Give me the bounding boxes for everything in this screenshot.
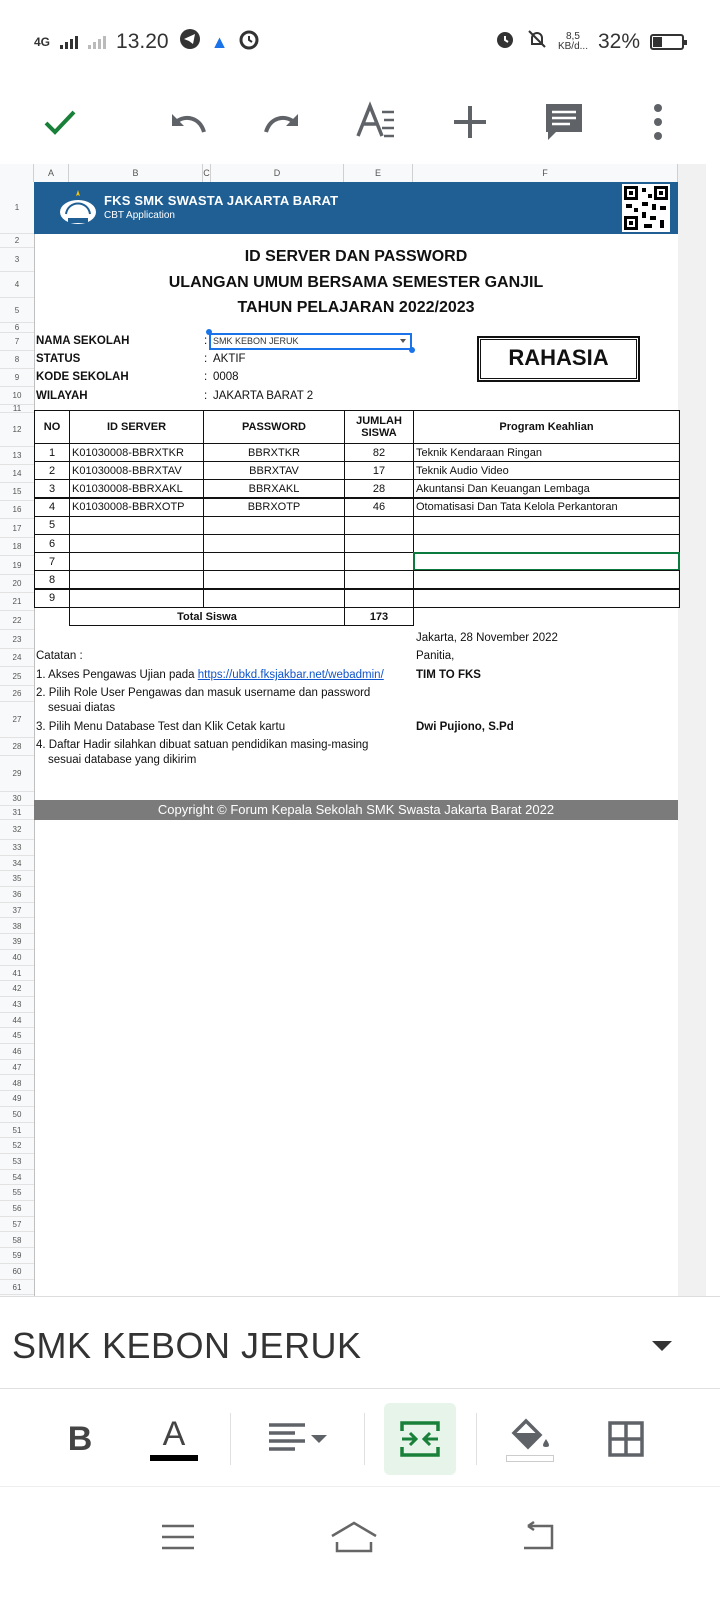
table-cell-program[interactable]: [413, 570, 680, 589]
table-cell-no[interactable]: 7: [34, 552, 70, 571]
table-cell-pw[interactable]: [203, 516, 345, 535]
header-jumlah-siswa: [344, 410, 414, 444]
check-icon[interactable]: [30, 92, 90, 152]
table-cell-no[interactable]: 4: [34, 498, 70, 517]
home-icon[interactable]: [324, 1507, 384, 1567]
table-cell-id[interactable]: [69, 570, 204, 589]
table-cell-pw[interactable]: BBRXAKL: [203, 479, 345, 498]
row-header[interactable]: 13: [0, 447, 34, 465]
clock-time: 13.20: [116, 30, 169, 53]
cell-value[interactable]: SMK KEBON JERUK: [12, 1325, 362, 1366]
row-header[interactable]: 14: [0, 465, 34, 483]
note-1-text: 1. Akses Pengawas Ujian pada: [36, 669, 195, 681]
title-line-3: TAHUN PELAJARAN 2022/2023: [237, 299, 475, 316]
header-id-server: ID SERVER: [69, 410, 204, 444]
row-header[interactable]: 3: [0, 248, 34, 272]
row-header[interactable]: 28: [0, 738, 34, 756]
place-date: Jakarta, 28 November 2022: [416, 632, 558, 644]
row-header[interactable]: 48: [0, 1076, 34, 1092]
back-icon[interactable]: [508, 1507, 568, 1567]
table-cell-jumlah[interactable]: [344, 516, 414, 535]
speed-unit: KB/d...: [557, 41, 588, 52]
corner-cell[interactable]: [0, 164, 34, 182]
note-4-line-2: sesuai database yang dikirim: [48, 754, 197, 766]
row-header[interactable]: 26: [0, 686, 34, 702]
banner-title: FKS SMK SWASTA JAKARTA BARAT: [104, 193, 339, 208]
note-4-line-1: 4. Daftar Hadir silahkan dibuat satuan pendidikan masing-masing: [36, 739, 369, 751]
table-cell-jumlah[interactable]: [344, 534, 414, 553]
row-header[interactable]: 55: [0, 1185, 34, 1201]
table-cell-program[interactable]: [413, 516, 680, 535]
table-cell-no[interactable]: 9: [34, 589, 70, 608]
table-cell-pw[interactable]: BBRXTKR: [203, 443, 345, 462]
text-color-swatch: [150, 1455, 198, 1461]
row-header[interactable]: 2: [0, 234, 34, 248]
row-header[interactable]: 16: [0, 501, 34, 519]
header-password: PASSWORD: [203, 410, 345, 444]
row-header[interactable]: 29: [0, 756, 34, 792]
alarm-icon: [494, 28, 516, 56]
vertical-scrollbar[interactable]: [678, 164, 706, 1296]
table-cell-jumlah[interactable]: [344, 589, 414, 608]
region-label: WILAYAH: [36, 390, 88, 402]
row-header[interactable]: 34: [0, 856, 34, 872]
banner-subtitle: CBT Application: [104, 210, 175, 221]
total-value[interactable]: 173: [344, 607, 414, 626]
note-2-line-2: sesuai diatas: [48, 702, 116, 714]
table-cell-id[interactable]: [69, 552, 204, 571]
row-header[interactable]: 36: [0, 887, 34, 903]
borders-icon[interactable]: [596, 1403, 656, 1475]
row-header[interactable]: 7: [0, 333, 34, 351]
redo-icon[interactable]: [252, 92, 312, 152]
webadmin-link[interactable]: https://ubkd.fksjakbar.net/webadmin/: [197, 669, 384, 681]
row-header[interactable]: 60: [0, 1264, 34, 1280]
table-cell-no[interactable]: 6: [34, 534, 70, 553]
column-header[interactable]: A: [34, 164, 69, 182]
dropdown-caret-icon[interactable]: [400, 339, 406, 343]
header-jumlah-line2: SISWA: [361, 427, 397, 439]
row-header[interactable]: 17: [0, 519, 34, 538]
menu-icon[interactable]: [148, 1507, 208, 1567]
mute-icon: [526, 28, 548, 56]
row-header[interactable]: 39: [0, 934, 34, 950]
note-2-line-1: 2. Pilih Role User Pengawas dan masuk username dan password: [36, 687, 371, 699]
signal-icon: [60, 35, 78, 49]
note-2: [36, 686, 370, 716]
table-cell-no[interactable]: 1: [34, 443, 70, 462]
text-color-label: A: [162, 1415, 186, 1453]
table-cell-pw[interactable]: BBRXTAV: [203, 461, 345, 480]
table-cell-pw[interactable]: [203, 570, 345, 589]
row-header[interactable]: 49: [0, 1091, 34, 1107]
row-header[interactable]: 9: [0, 369, 34, 387]
column-header[interactable]: E: [344, 164, 413, 182]
row-header[interactable]: 54: [0, 1170, 34, 1186]
row-header[interactable]: 38: [0, 919, 34, 935]
more-icon[interactable]: [628, 92, 688, 152]
row-header[interactable]: 57: [0, 1217, 34, 1233]
align-icon[interactable]: [258, 1403, 338, 1475]
row-header[interactable]: 6: [0, 323, 34, 333]
table-cell-id[interactable]: K01030008-BBRXAKL: [69, 479, 204, 498]
column-header[interactable]: D: [211, 164, 344, 182]
system-nav-bar: [0, 1486, 720, 1601]
row-header[interactable]: 40: [0, 950, 34, 966]
table-cell-id[interactable]: K01030008-BBRXTKR: [69, 443, 204, 462]
row-header[interactable]: 32: [0, 820, 34, 840]
selection-handle[interactable]: [206, 329, 212, 335]
table-cell-id[interactable]: [69, 516, 204, 535]
network-type: 4G: [34, 35, 51, 49]
row-header[interactable]: 21: [0, 593, 34, 611]
table-cell-no[interactable]: 5: [34, 516, 70, 535]
alarm-icon: [238, 28, 260, 56]
column-header[interactable]: B: [69, 164, 203, 182]
row-header[interactable]: 52: [0, 1138, 34, 1154]
table-cell-no[interactable]: 2: [34, 461, 70, 480]
school-code-label: KODE SEKOLAH: [36, 371, 129, 383]
table-cell-jumlah[interactable]: 28: [344, 479, 414, 498]
row-header[interactable]: 27: [0, 702, 34, 738]
row-header[interactable]: 5: [0, 298, 34, 323]
title-line-2: ULANGAN UMUM BERSAMA SEMESTER GANJIL: [168, 274, 544, 291]
table-cell-pw[interactable]: [203, 534, 345, 553]
header-program: Program Keahlian: [413, 410, 680, 444]
column-header[interactable]: C: [203, 164, 211, 182]
row-header[interactable]: 37: [0, 903, 34, 919]
row-header[interactable]: 25: [0, 667, 34, 686]
school-logo: [58, 188, 98, 228]
row-header[interactable]: 43: [0, 997, 34, 1013]
note-3: 3. Pilih Menu Database Test dan Klik Cetak kartu: [36, 721, 286, 733]
row-header[interactable]: 46: [0, 1044, 34, 1060]
row-header[interactable]: 58: [0, 1233, 34, 1249]
cell-edit-bar[interactable]: [0, 1296, 720, 1389]
table-cell-program[interactable]: [413, 589, 680, 608]
row-header[interactable]: 18: [0, 538, 34, 556]
row-header[interactable]: 53: [0, 1154, 34, 1170]
signal-2-icon: [88, 35, 106, 49]
colon: :: [204, 335, 208, 347]
row-header[interactable]: 47: [0, 1060, 34, 1076]
status-value: AKTIF: [213, 353, 246, 365]
merge-cells-icon[interactable]: [384, 1403, 456, 1475]
undo-icon[interactable]: [158, 92, 218, 152]
table-cell-no[interactable]: 8: [34, 570, 70, 589]
note-1: [36, 668, 384, 683]
table-cell-pw[interactable]: [203, 589, 345, 608]
table-cell-jumlah[interactable]: [344, 570, 414, 589]
format-toolbar: [0, 1388, 720, 1487]
comment-icon[interactable]: [534, 92, 594, 152]
row-header[interactable]: 23: [0, 630, 34, 649]
row-header[interactable]: 51: [0, 1123, 34, 1139]
fill-color-icon[interactable]: [500, 1403, 560, 1475]
table-cell-jumlah[interactable]: 46: [344, 498, 414, 517]
dropdown-arrow-icon[interactable]: [652, 1341, 672, 1351]
toolbar-divider: [476, 1413, 477, 1465]
notes-heading: Catatan :: [36, 650, 83, 662]
row-header[interactable]: 22: [0, 611, 34, 630]
row-headers: [0, 182, 35, 1296]
row-header[interactable]: 10: [0, 387, 34, 405]
row-header[interactable]: 50: [0, 1107, 34, 1123]
row-header[interactable]: 42: [0, 981, 34, 997]
qr-code: [622, 184, 670, 232]
battery-percent: 32%: [597, 30, 640, 53]
status-bar: [0, 0, 720, 84]
table-cell-no[interactable]: 3: [34, 479, 70, 498]
title-line-1: ID SERVER DAN PASSWORD: [244, 248, 468, 265]
school-name-dropdown[interactable]: [209, 333, 412, 350]
bold-icon[interactable]: B: [67, 1419, 93, 1458]
school-name-label: NAMA SEKOLAH: [36, 335, 130, 347]
total-label[interactable]: Total Siswa: [69, 607, 345, 626]
row-header[interactable]: 31: [0, 806, 34, 820]
colon: :: [204, 390, 208, 402]
team-name: TIM TO FKS: [416, 669, 481, 681]
table-cell-jumlah[interactable]: [344, 552, 414, 571]
table-cell-program[interactable]: [413, 552, 680, 571]
row-header[interactable]: 44: [0, 1013, 34, 1029]
warning-icon: ▲: [210, 31, 229, 52]
signer-name: Dwi Pujiono, S.Pd: [416, 721, 514, 733]
note-4: [36, 738, 368, 768]
row-header[interactable]: 24: [0, 649, 34, 667]
colon: :: [204, 371, 208, 383]
panitia-label: Panitia,: [416, 650, 455, 662]
table-cell-id[interactable]: [69, 534, 204, 553]
row-header[interactable]: 35: [0, 871, 34, 887]
row-header[interactable]: 19: [0, 556, 34, 575]
table-cell-program[interactable]: Otomatisasi Dan Tata Kelola Perkantoran: [413, 498, 680, 517]
header-jumlah-line1: JUMLAH: [356, 415, 402, 427]
toolbar-divider: [230, 1413, 231, 1465]
battery-icon: [650, 34, 684, 50]
speed-value: 8,5: [566, 31, 580, 42]
table-cell-program[interactable]: Teknik Kendaraan Ringan: [413, 443, 680, 462]
table-cell-program[interactable]: [413, 534, 680, 553]
table-cell-program[interactable]: Teknik Audio Video: [413, 461, 680, 480]
row-header[interactable]: 8: [0, 351, 34, 369]
row-header[interactable]: 12: [0, 413, 34, 447]
school-name-value: SMK KEBON JERUK: [213, 336, 299, 346]
row-header[interactable]: 4: [0, 272, 34, 298]
row-header[interactable]: 61: [0, 1280, 34, 1296]
copyright-footer: Copyright © Forum Kepala Sekolah SMK Swasta Jakarta Barat 2022: [34, 800, 678, 820]
row-header[interactable]: 1: [0, 182, 34, 234]
row-header[interactable]: 59: [0, 1248, 34, 1264]
table-cell-pw[interactable]: BBRXOTP: [203, 498, 345, 517]
status-label: STATUS: [36, 353, 81, 365]
row-header[interactable]: 30: [0, 792, 34, 806]
table-cell-program[interactable]: Akuntansi Dan Keuangan Lembaga: [413, 479, 680, 498]
confidential-stamp: RAHASIA: [477, 336, 640, 382]
school-code-value: 0008: [213, 371, 239, 383]
add-icon[interactable]: [440, 92, 500, 152]
top-toolbar: [0, 84, 720, 164]
table-cell-jumlah[interactable]: 82: [344, 443, 414, 462]
text-format-icon[interactable]: [346, 92, 406, 152]
header-no: NO: [34, 410, 70, 444]
telegram-icon: [179, 28, 201, 56]
table-cell-jumlah[interactable]: 17: [344, 461, 414, 480]
table-cell-pw[interactable]: [203, 552, 345, 571]
row-header[interactable]: 33: [0, 840, 34, 856]
network-speed: [558, 32, 588, 52]
table-cell-id[interactable]: K01030008-BBRXTAV: [69, 461, 204, 480]
selection-handle[interactable]: [409, 347, 415, 353]
row-header[interactable]: 45: [0, 1028, 34, 1044]
row-header[interactable]: 15: [0, 483, 34, 501]
spreadsheet-grid[interactable]: [0, 164, 706, 1296]
row-header[interactable]: 20: [0, 575, 34, 593]
table-cell-id[interactable]: [69, 589, 204, 608]
region-value: JAKARTA BARAT 2: [213, 390, 314, 402]
column-headers: [0, 164, 706, 183]
row-header[interactable]: 11: [0, 405, 34, 413]
colon: :: [204, 353, 208, 365]
fill-color-swatch: [506, 1455, 554, 1462]
table-cell-id[interactable]: K01030008-BBRXOTP: [69, 498, 204, 517]
row-header[interactable]: 56: [0, 1201, 34, 1217]
row-header[interactable]: 41: [0, 966, 34, 982]
text-color-icon[interactable]: [144, 1403, 204, 1475]
header-banner: [34, 182, 678, 234]
column-header[interactable]: F: [413, 164, 678, 182]
toolbar-divider: [364, 1413, 365, 1465]
